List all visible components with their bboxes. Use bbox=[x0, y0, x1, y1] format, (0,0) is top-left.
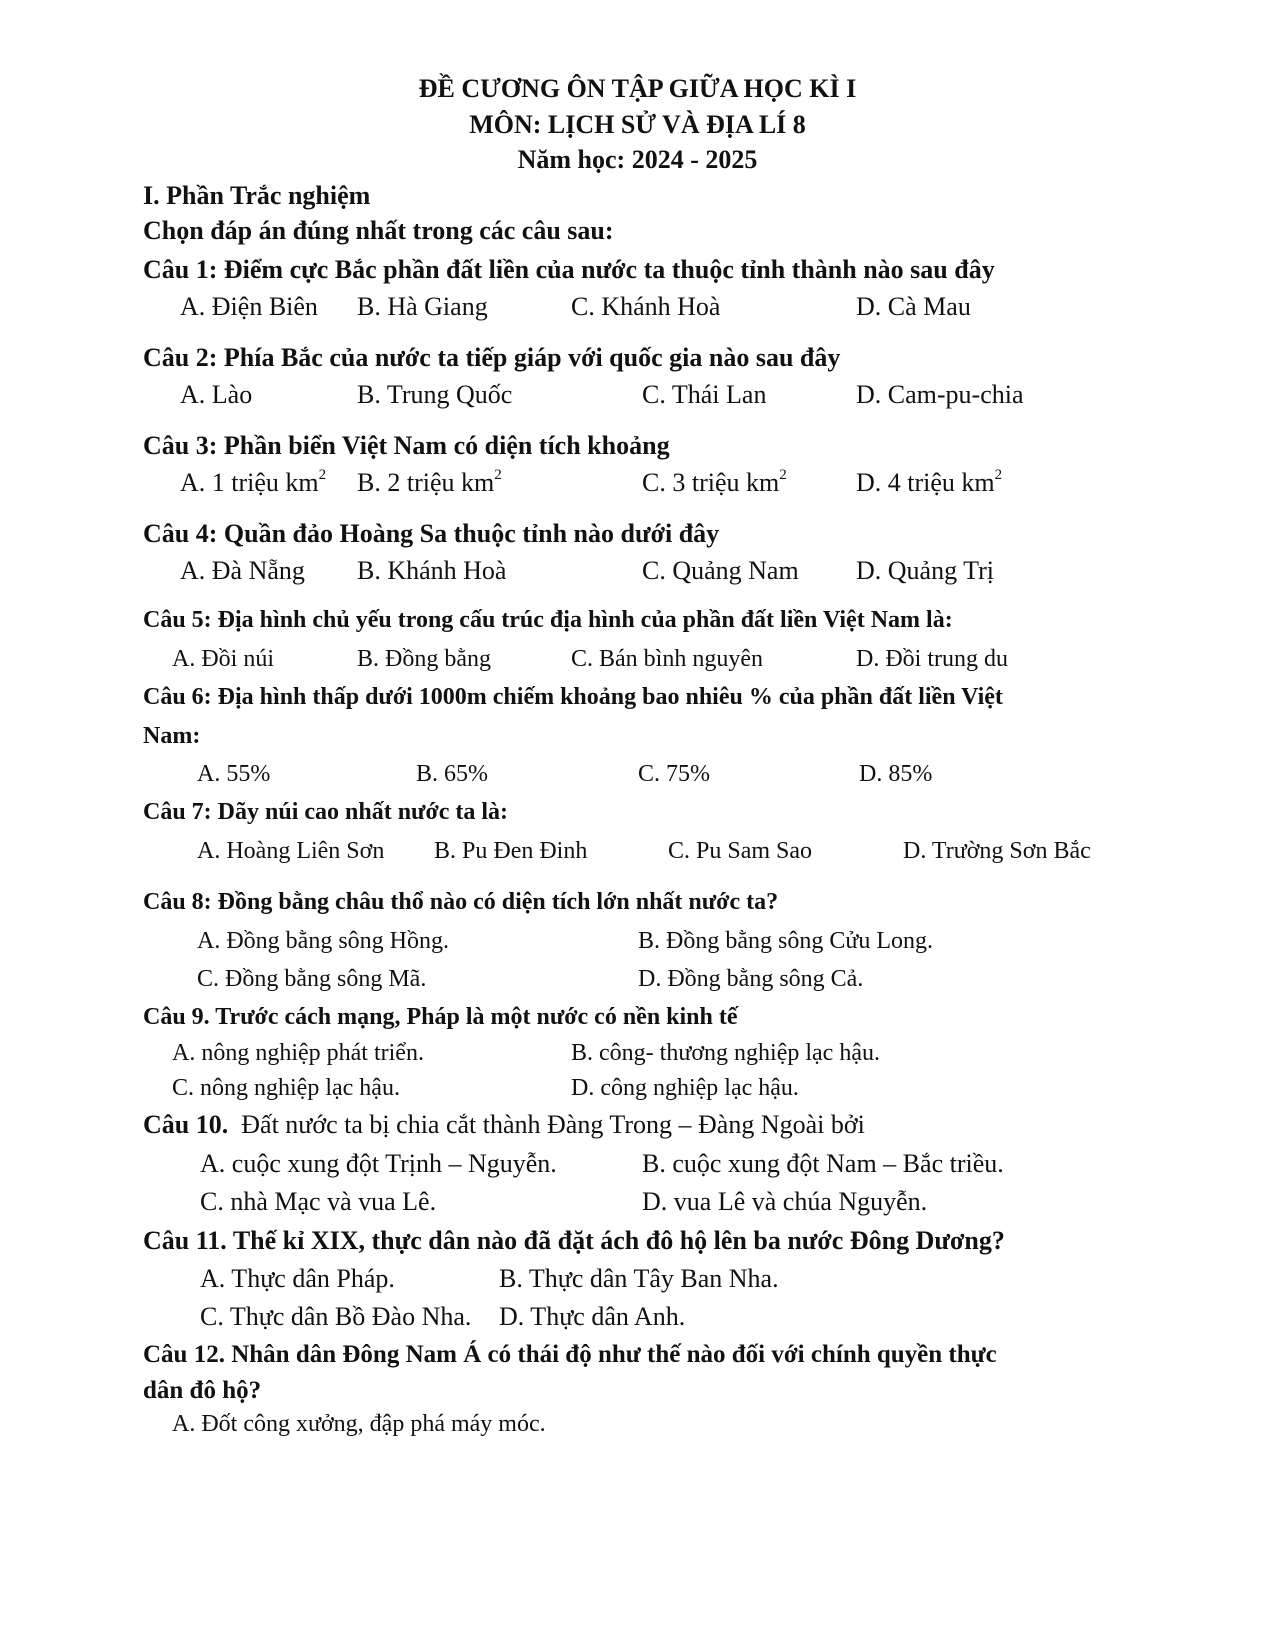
q4-option-b: B. Khánh Hoà bbox=[357, 556, 507, 585]
section-heading: I. Phần Trắc nghiệm bbox=[143, 181, 371, 210]
q3-option-a: A. 1 triệu $km^2$ bbox=[180, 467, 327, 497]
question-8: Câu 8: Đồng bằng châu thổ nào có diện tích lớn nhất nước ta? bbox=[143, 889, 779, 915]
q4-option-c: C. Quảng Nam bbox=[642, 556, 799, 585]
exponent: 2 bbox=[494, 467, 502, 483]
question-7: Câu 7: Dãy núi cao nhất nước ta là: bbox=[143, 799, 509, 825]
q4-option-a: A. Đà Nẵng bbox=[180, 556, 305, 585]
question-9: Câu 9. Trước cách mạng, Pháp là một nước có nền kinh tế bbox=[143, 1004, 738, 1030]
exponent: 2 bbox=[318, 467, 327, 483]
q10-option-c: C. nhà Mạc và vua Lê. bbox=[200, 1187, 437, 1216]
q6-option-a: A. 55% bbox=[197, 761, 271, 787]
q3-option-c: C. 3 triệu $km^2$ bbox=[642, 467, 787, 497]
question-5: Câu 5: Địa hình chủ yếu trong cấu trúc địa hình của phần đất liền Việt Nam là: bbox=[143, 607, 953, 633]
question-3: Câu 3: Phần biển Việt Nam có diện tích khoảng bbox=[143, 431, 670, 460]
q7-option-b: B. Pu Đen Đinh bbox=[434, 838, 588, 864]
question-10-number: Câu 10. bbox=[143, 1110, 229, 1139]
q2-option-c: C. Thái Lan bbox=[642, 380, 767, 409]
exponent: 2 bbox=[994, 467, 1003, 483]
q1-option-c: C. Khánh Hoà bbox=[571, 292, 721, 321]
q5-option-a: A. Đồi núi bbox=[172, 646, 274, 672]
q5-option-c: C. Bán bình nguyên bbox=[571, 646, 763, 672]
q11-option-c: C. Thực dân Bồ Đào Nha. bbox=[200, 1302, 472, 1331]
q7-option-d: D. Trường Sơn Bắc bbox=[903, 838, 1091, 864]
q3-option-d: D. 4 triệu $km^2$ bbox=[856, 467, 1003, 497]
q10-option-d: D. vua Lê và chúa Nguyễn. bbox=[642, 1187, 928, 1216]
q9-option-d: D. công nghiệp lạc hậu. bbox=[571, 1075, 799, 1101]
q6-option-b: B. 65% bbox=[416, 761, 488, 787]
question-11: Câu 11. Thế kỉ XIX, thực dân nào đã đặt ách đô hộ lên ba nước Đông Dương? bbox=[143, 1226, 1005, 1255]
q2-option-d: D. Cam-pu-chia bbox=[856, 380, 1024, 409]
q8-option-a: A. Đồng bằng sông Hồng. bbox=[197, 928, 449, 954]
q6-option-c: C. 75% bbox=[638, 761, 710, 787]
question-6-cont: Nam: bbox=[143, 723, 201, 749]
q8-option-c: C. Đồng bằng sông Mã. bbox=[197, 966, 427, 992]
q1-option-b: B. Hà Giang bbox=[357, 292, 488, 321]
q1-option-d: D. Cà Mau bbox=[856, 292, 971, 321]
q11-option-b: B. Thực dân Tây Ban Nha. bbox=[499, 1264, 779, 1293]
question-1: Câu 1: Điểm cực Bắc phần đất liền của nước ta thuộc tỉnh thành nào sau đây bbox=[143, 255, 995, 284]
question-6: Câu 6: Địa hình thấp dưới 1000m chiếm khoảng bao nhiêu % của phần đất liền Việt bbox=[143, 684, 1003, 710]
q5-option-d: D. Đồi trung du bbox=[856, 646, 1008, 672]
subject-heading: MÔN: LỊCH SỬ VÀ ĐỊA LÍ 8 bbox=[469, 110, 806, 139]
question-10-text: Đất nước ta bị chia cắt thành Đàng Trong – Đàng Ngoài bởi bbox=[241, 1110, 865, 1139]
q10-option-a: A. cuộc xung đột Trịnh – Nguyễn. bbox=[200, 1149, 557, 1178]
question-2: Câu 2: Phía Bắc của nước ta tiếp giáp với quốc gia nào sau đây bbox=[143, 343, 841, 372]
q9-option-b: B. công- thương nghiệp lạc hậu. bbox=[571, 1040, 880, 1066]
q9-option-a: A. nông nghiệp phát triển. bbox=[172, 1040, 424, 1066]
q2-option-a: A. Lào bbox=[180, 380, 253, 409]
q4-option-d: D. Quảng Trị bbox=[856, 556, 994, 585]
q3-option-b: B. 2 triệu $km^2$ bbox=[357, 467, 502, 497]
q8-option-d: D. Đồng bằng sông Cả. bbox=[638, 966, 864, 992]
question-10 bbox=[143, 1112, 865, 1138]
q7-option-a: A. Hoàng Liên Sơn bbox=[197, 838, 385, 864]
question-4: Câu 4: Quần đảo Hoàng Sa thuộc tỉnh nào dưới đây bbox=[143, 519, 720, 548]
document-title: ĐỀ CƯƠNG ÔN TẬP GIỮA HỌC KÌ I bbox=[418, 74, 857, 103]
q7-option-c: C. Pu Sam Sao bbox=[668, 838, 813, 864]
school-year: Năm học: 2024 - 2025 bbox=[517, 145, 758, 174]
q1-option-a: A. Điện Biên bbox=[180, 292, 318, 321]
q2-option-b: B. Trung Quốc bbox=[357, 380, 513, 409]
question-12-cont: dân đô hộ? bbox=[143, 1377, 262, 1404]
q8-option-b: B. Đồng bằng sông Cửu Long. bbox=[638, 928, 934, 954]
q9-option-c: C. nông nghiệp lạc hậu. bbox=[172, 1075, 400, 1101]
q12-option-a: A. Đốt công xưởng, đập phá máy móc. bbox=[172, 1411, 546, 1437]
q10-option-b: B. cuộc xung đột Nam – Bắc triều. bbox=[642, 1149, 1004, 1178]
exponent: 2 bbox=[779, 467, 787, 483]
q11-option-d: D. Thực dân Anh. bbox=[499, 1302, 686, 1331]
question-12: Câu 12. Nhân dân Đông Nam Á có thái độ như thế nào đối với chính quyền thực bbox=[143, 1341, 997, 1368]
q5-option-b: B. Đồng bằng bbox=[357, 646, 491, 672]
q11-option-a: A. Thực dân Pháp. bbox=[200, 1264, 395, 1293]
instruction: Chọn đáp án đúng nhất trong các câu sau: bbox=[143, 216, 614, 245]
q6-option-d: D. 85% bbox=[859, 761, 933, 787]
